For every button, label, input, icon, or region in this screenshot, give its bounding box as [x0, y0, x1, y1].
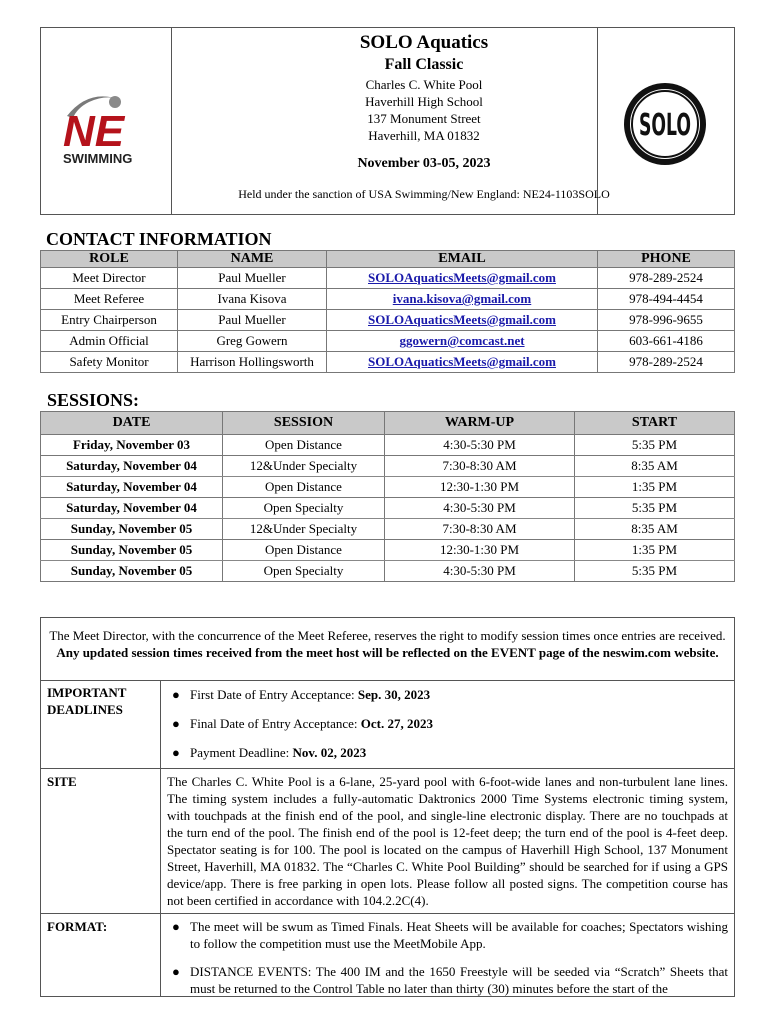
- session-name: Open Specialty: [223, 561, 385, 582]
- format-item: [172, 918, 728, 952]
- contact-phone: 978-289-2524: [598, 352, 735, 373]
- table-row: [41, 352, 735, 373]
- label-column-divider: [160, 680, 161, 996]
- meet-host-title: SOLO Aquatics: [359, 32, 489, 53]
- header-divider-left: [171, 28, 172, 214]
- col-role: ROLE: [41, 251, 178, 268]
- session-warmup: 7:30-8:30 AM: [385, 456, 575, 477]
- contact-email-link[interactable]: SOLOAquaticsMeets@gmail.com: [327, 352, 598, 373]
- col-name: NAME: [178, 251, 327, 268]
- table-row: [41, 268, 735, 289]
- col-warmup: WARM-UP: [385, 412, 575, 435]
- deadline-text: First Date of Entry Acceptance:: [190, 687, 358, 702]
- col-start: START: [575, 412, 735, 435]
- session-date: Saturday, November 04: [41, 498, 223, 519]
- session-start: 1:35 PM: [575, 540, 735, 561]
- address-line: Charles C. White Pool: [365, 77, 483, 92]
- modify-notice: [49, 627, 726, 661]
- session-date: Saturday, November 04: [41, 456, 223, 477]
- session-date: Sunday, November 05: [41, 561, 223, 582]
- site-description: The Charles C. White Pool is a 6-lane, 25-yard pool with 6-foot-wide lanes and non-turbulent lane lines. The timing system includes a fully-automatic Daktronics 2000 Time Systems electronic timing system, with touchpads at the finish end of the pool, and single-line electronic display. There are no touchpads at the turn end of the pool. The finish end of the pool is 12-feet deep; the turn end of the pool is 4-feet deep. Spectator seating is for 100. The pool is located on the campus of Haverhill High School, 137 Monument Street, Haverhill, MA 01832. The “Charles C. White Pool Building” should be searched for if using a GPS device/app. There is free parking in open lots. Please follow all posted signs. The competition course has not been certified in accordance with 104.2.2C(4).: [167, 774, 728, 908]
- table-row: [41, 310, 735, 331]
- bullet-icon: ●: [172, 745, 180, 760]
- session-warmup: 4:30-5:30 PM: [385, 435, 575, 456]
- contact-role: Entry Chairperson: [41, 310, 178, 331]
- address-line: 137 Monument Street: [367, 111, 481, 126]
- deadline-date: Nov. 02, 2023: [292, 745, 367, 760]
- session-start: 5:35 PM: [575, 435, 735, 456]
- session-start: 8:35 AM: [575, 456, 735, 477]
- session-name: 12&Under Specialty: [223, 519, 385, 540]
- table-row: [41, 561, 735, 582]
- venue-address: [211, 76, 637, 144]
- col-email: EMAIL: [327, 251, 598, 268]
- divider: [41, 913, 734, 914]
- divider: [41, 768, 734, 769]
- table-row: [41, 540, 735, 561]
- meet-header: [40, 27, 735, 215]
- table-row: [41, 477, 735, 498]
- table-row: [41, 331, 735, 352]
- deadlines-label: IMPORTANT DEADLINES: [47, 685, 127, 717]
- contact-table: [40, 250, 735, 373]
- modify-notice-bold: Any updated session times received from the meet host will be reflected on the EVENT page of the neswim.com website.: [56, 645, 719, 660]
- session-start: 8:35 AM: [575, 519, 735, 540]
- bullet-icon: ●: [172, 716, 180, 731]
- meet-dates: November 03-05, 2023: [357, 156, 491, 171]
- contact-name: Ivana Kisova: [178, 289, 327, 310]
- divider: [41, 680, 734, 681]
- col-session: SESSION: [223, 412, 385, 435]
- contact-role: Admin Official: [41, 331, 178, 352]
- deadline-item: [172, 715, 728, 732]
- session-name: Open Distance: [223, 477, 385, 498]
- contact-name: Greg Gowern: [178, 331, 327, 352]
- contact-email-link[interactable]: ivana.kisova@gmail.com: [327, 289, 598, 310]
- ne-logo-text: SWIMMING: [63, 151, 133, 166]
- contact-email-link[interactable]: SOLOAquaticsMeets@gmail.com: [327, 310, 598, 331]
- contact-phone: 603-661-4186: [598, 331, 735, 352]
- bullet-icon: ●: [172, 919, 180, 934]
- session-name: Open Distance: [223, 435, 385, 456]
- solo-logo: [622, 81, 708, 167]
- contact-phone: 978-996-9655: [598, 310, 735, 331]
- deadline-date: Oct. 27, 2023: [360, 716, 433, 731]
- deadline-text: Payment Deadline:: [190, 745, 293, 760]
- session-date: Sunday, November 05: [41, 519, 223, 540]
- contact-role: Meet Director: [41, 268, 178, 289]
- session-warmup: 12:30-1:30 PM: [385, 540, 575, 561]
- session-warmup: 7:30-8:30 AM: [385, 519, 575, 540]
- ne-logo-mark: NE: [63, 107, 125, 156]
- address-line: Haverhill High School: [365, 94, 483, 109]
- format-label: FORMAT:: [47, 919, 108, 934]
- session-date: Sunday, November 05: [41, 540, 223, 561]
- table-row: [41, 519, 735, 540]
- contact-name: Harrison Hollingsworth: [178, 352, 327, 373]
- contact-name: Paul Mueller: [178, 268, 327, 289]
- contact-header-row: [41, 251, 735, 268]
- table-row: [41, 289, 735, 310]
- session-start: 5:35 PM: [575, 561, 735, 582]
- col-phone: PHONE: [598, 251, 735, 268]
- col-date: DATE: [41, 412, 223, 435]
- meet-name: Fall Classic: [384, 56, 464, 73]
- session-name: Open Distance: [223, 540, 385, 561]
- table-row: [41, 456, 735, 477]
- contact-heading: CONTACT INFORMATION: [46, 229, 272, 249]
- deadline-date: Sep. 30, 2023: [357, 687, 431, 702]
- deadline-text: Final Date of Entry Acceptance:: [190, 716, 361, 731]
- contact-role: Safety Monitor: [41, 352, 178, 373]
- solo-logo-text: SOLO: [639, 108, 691, 143]
- format-item: [172, 963, 728, 997]
- meet-info-box: [40, 617, 735, 997]
- session-warmup: 12:30-1:30 PM: [385, 477, 575, 498]
- deadline-item: [172, 686, 728, 703]
- session-warmup: 4:30-5:30 PM: [385, 561, 575, 582]
- ne-swimming-logo: [59, 86, 149, 166]
- contact-phone: 978-494-4454: [598, 289, 735, 310]
- sessions-heading: SESSIONS:: [47, 390, 140, 410]
- table-row: [41, 498, 735, 519]
- session-date: Friday, November 03: [41, 435, 223, 456]
- format-text: DISTANCE EVENTS: The 400 IM and the 1650 Freestyle will be seeded via “Scratch” Sheets that must be returned to the Control Table no later than thirty (30) minutes before the start of the: [190, 964, 728, 996]
- site-label: SITE: [47, 774, 77, 789]
- modify-notice-text: The Meet Director, with the concurrence of the Meet Referee, reserves the right to modify session times once entries are received.: [49, 628, 726, 643]
- session-name: Open Specialty: [223, 498, 385, 519]
- bullet-icon: ●: [172, 964, 180, 979]
- sessions-table: [40, 411, 735, 582]
- session-warmup: 4:30-5:30 PM: [385, 498, 575, 519]
- session-name: 12&Under Specialty: [223, 456, 385, 477]
- contact-email-link[interactable]: SOLOAquaticsMeets@gmail.com: [327, 268, 598, 289]
- sanction-line: Held under the sanction of USA Swimming/New England: NE24-1103SOLO: [238, 187, 610, 201]
- contact-role: Meet Referee: [41, 289, 178, 310]
- address-line: Haverhill, MA 01832: [368, 128, 480, 143]
- session-start: 5:35 PM: [575, 498, 735, 519]
- sessions-header-row: [41, 412, 735, 435]
- session-date: Saturday, November 04: [41, 477, 223, 498]
- deadline-item: [172, 744, 728, 761]
- contact-name: Paul Mueller: [178, 310, 327, 331]
- table-row: [41, 435, 735, 456]
- format-text: The meet will be swum as Timed Finals. Heat Sheets will be available for coaches; Spectators wishing to follow the competition must use the MeetMobile App.: [190, 919, 728, 951]
- bullet-icon: ●: [172, 687, 180, 702]
- session-start: 1:35 PM: [575, 477, 735, 498]
- contact-email-link[interactable]: ggowern@comcast.net: [327, 331, 598, 352]
- contact-phone: 978-289-2524: [598, 268, 735, 289]
